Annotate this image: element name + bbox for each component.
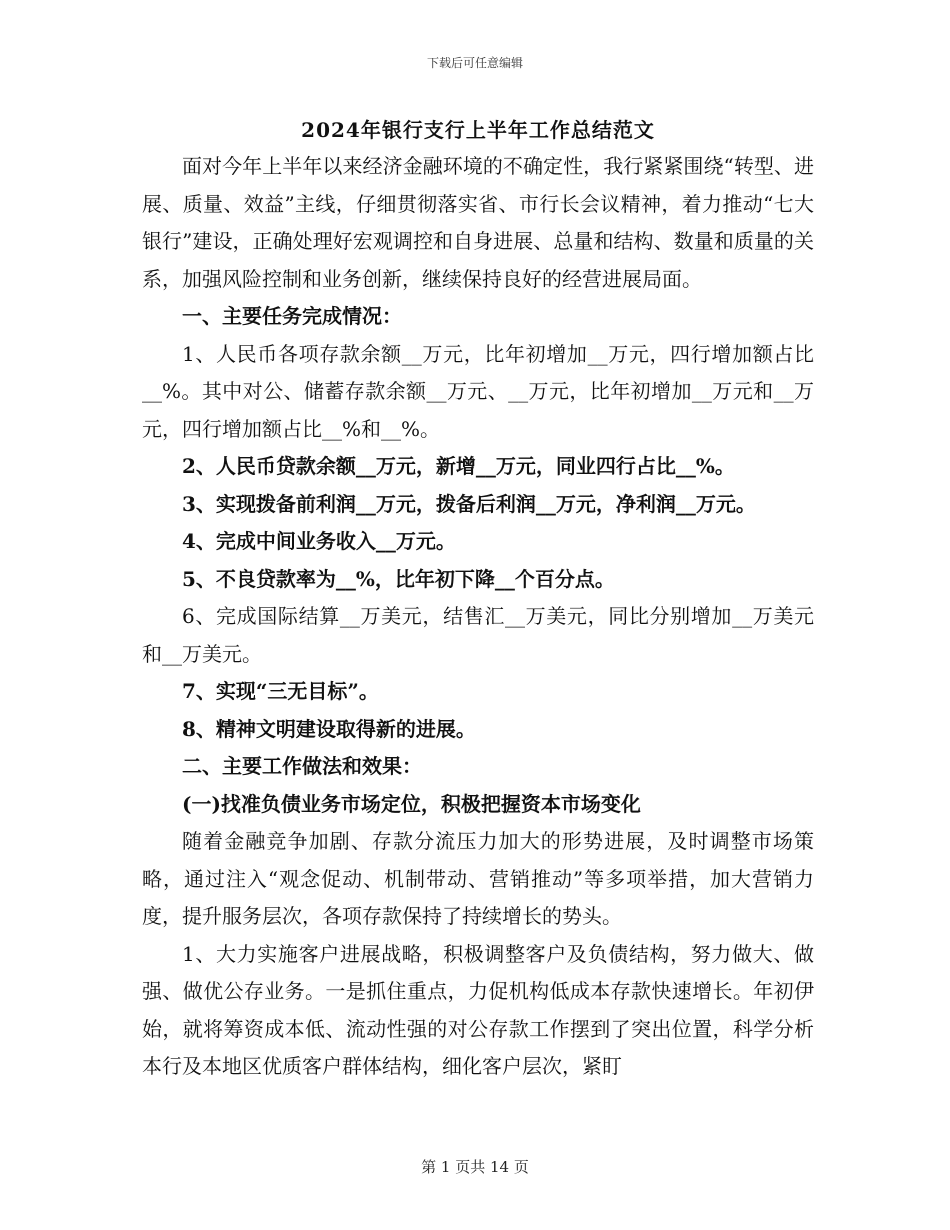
document-title: 2024年银行支行上半年工作总结范文	[301, 118, 655, 142]
list-item-6: 6、完成国际结算__万美元，结售汇__万美元，同比分别增加__万美元和__万美元。	[142, 604, 814, 666]
paragraph-customer-strategy: 1、大力实施客户进展战略，积极调整客户及负债结构，努力做大、做强、做优公存业务。一是抓住重点，力促机构低成本存款快速增长。年初伊始，就将筹资成本低、流动性强的对公存款工作摆到了突出位置，科学分析本行及本地区优质客户群体结构，细化客户层次，紧盯	[142, 941, 814, 1078]
list-item-3: 3、实现拨备前利润__万元，拨备后利润__万元，净利润__万元。	[182, 491, 756, 516]
list-item-2: 2、人民币贷款余额__万元，新增__万元，同业四行占比__%。	[182, 454, 735, 478]
list-item-4: 4、完成中间业务收入__万元。	[182, 529, 456, 553]
document-body	[142, 112, 814, 1086]
list-item-5: 5、不良贷款率为__%，比年初下降__个百分点。	[182, 566, 615, 591]
section-heading-1: 一、主要任务完成情况：	[182, 304, 402, 328]
list-item-8: 8、精神文明建设取得新的进展。	[182, 716, 476, 741]
page-number: 第 1 页共 14 页	[421, 1158, 529, 1176]
paragraph-intro: 面对今年上半年以来经济金融环境的不确定性，我行紧紧围绕“转型、进展、质量、效益”主线，仔细贯彻落实省、市行长会议精神，着力推动“七大银行”建设，正确处理好宏观调控和自身进展、总量和结构、数量和质量的关系，加强风险控制和业务创新，继续保持良好的经营进展局面。	[142, 154, 814, 291]
paragraph-market-strategy: 随着金融竞争加剧、存款分流压力加大的形势进展，及时调整市场策略，通过注入“观念促动、机制带动、营销推动”等多项举措，加大营销力度，提升服务层次，各项存款保持了持续增长的势头。	[142, 829, 814, 928]
list-item-1: 1、人民币各项存款余额__万元，比年初增加__万元，四行增加额占比__%。其中对公、储蓄存款余额__万元、__万元，比年初增加__万元和__万元，四行增加额占比__%和__%。	[142, 341, 814, 441]
subsection-heading-1: (一)找准负债业务市场定位，积极把握资本市场变化	[182, 791, 641, 816]
section-heading-2: 二、主要工作做法和效果：	[182, 754, 422, 778]
page-header-note: 下载后可任意编辑	[426, 56, 523, 70]
list-item-7: 7、实现“三无目标”。	[182, 679, 379, 703]
